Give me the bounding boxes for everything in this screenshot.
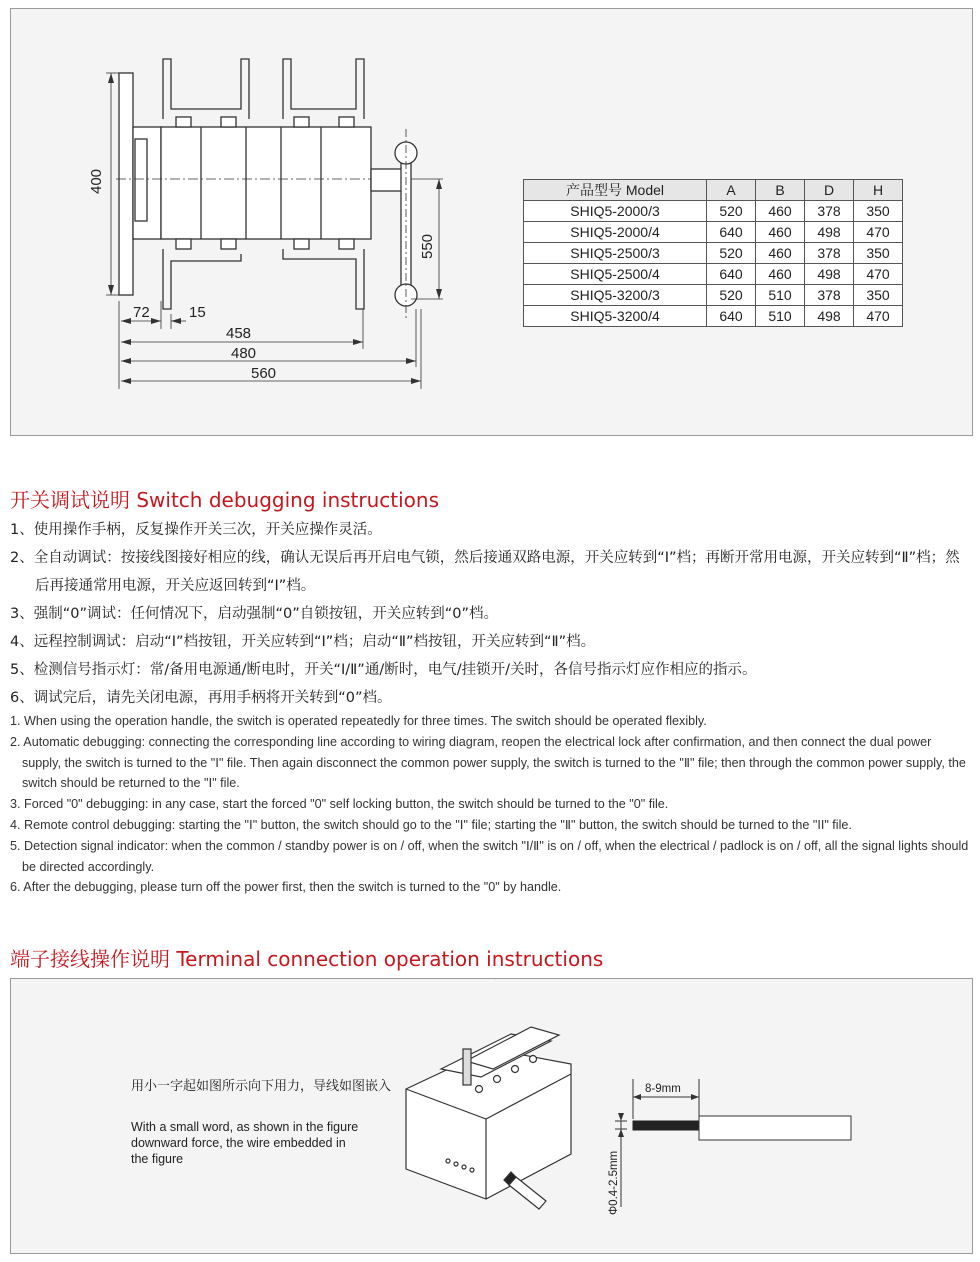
cell-b: 510 xyxy=(756,306,805,327)
col-header-b: B xyxy=(756,180,805,201)
switch-dimension-drawing xyxy=(11,9,511,429)
terminal-note-en: With a small word, as shown in the figure downward force, the wire embedded in the figure xyxy=(131,1120,359,1166)
cell-b: 510 xyxy=(756,285,805,306)
cell-d: 378 xyxy=(805,201,854,222)
cell-a: 520 xyxy=(707,243,756,264)
cell-model: SHIQ5-2500/4 xyxy=(524,264,707,285)
cell-d: 378 xyxy=(805,243,854,264)
dim-480: 480 xyxy=(231,345,257,362)
list-item: 4、远程控制调试：启动“Ⅰ”档按钮，开关应转到“Ⅰ”档；启动“Ⅱ”档按钮，开关应转到“Ⅱ”档。 xyxy=(10,634,596,650)
cell-b: 460 xyxy=(756,222,805,243)
table-row xyxy=(524,222,903,243)
terminal-instructions-panel xyxy=(10,978,973,1254)
cell-a: 520 xyxy=(707,285,756,306)
cell-d: 498 xyxy=(805,264,854,285)
model-dimension-table xyxy=(523,179,903,327)
cell-a: 640 xyxy=(707,306,756,327)
cell-d: 498 xyxy=(805,306,854,327)
table-row xyxy=(524,264,903,285)
col-header-a: A xyxy=(707,180,756,201)
list-item: 3. Forced "0" debugging: in any case, start the forced "0" self locking button, the switch should be turned to the "0" file. xyxy=(10,797,669,812)
list-item: 1、使用操作手柄，反复操作开关三次，开关应操作灵活。 xyxy=(10,522,382,538)
cell-h: 470 xyxy=(854,306,903,327)
col-header-h: H xyxy=(854,180,903,201)
section-title-terminal: 端子接线操作说明 Terminal connection operation instructions xyxy=(10,947,604,971)
list-item: 3、强制“0”调试：任何情况下，启动强制“0”自锁按钮，开关应转到“0”档。 xyxy=(10,606,498,622)
table-row xyxy=(524,201,903,222)
list-item: 5、检测信号指示灯：常/备用电源通/断电时，开关“Ⅰ/Ⅱ”通/断时，电气/挂锁开/关时，各信号指示灯应作相应的指示。 xyxy=(10,662,757,678)
list-item: 5. Detection signal indicator: when the common / standby power is on / off, when the switch "Ⅰ/Ⅱ" is on / off, when the electrical / padlock is on / off, all the signal lights should be directed accordingly. xyxy=(10,838,969,874)
cell-model: SHIQ5-2500/3 xyxy=(524,243,707,264)
table-row xyxy=(524,306,903,327)
col-header-model: 产品型号 Model xyxy=(524,180,707,201)
cell-model: SHIQ5-2000/4 xyxy=(524,222,707,243)
stripped-core xyxy=(633,1121,699,1130)
list-item: 6、调试完后，请先关闭电源，再用手柄将开关转到“0”档。 xyxy=(10,690,392,706)
list-item: 4. Remote control debugging: starting the "Ⅰ" button, the switch should go to the "Ⅰ" file; starting the "Ⅱ" button, the switch should be turned to the "II" file. xyxy=(10,817,852,832)
cell-a: 640 xyxy=(707,222,756,243)
list-item: 2、全自动调试：按接线图接好相应的线，确认无误后再开启电气锁，然后接通双路电源，开关应转到“Ⅰ”档；再断开常用电源，开关应转到“Ⅱ”档；然后再接通常用电源，开关应返回转到“Ⅰ”档。 xyxy=(10,550,960,594)
dim-550: 550 xyxy=(419,233,436,259)
cell-b: 460 xyxy=(756,264,805,285)
terminal-block-illustration xyxy=(11,979,971,1251)
cell-b: 460 xyxy=(756,243,805,264)
list-item: 2. Automatic debugging: connecting the corresponding line according to wiring diagram, reopen the electrical lock after confirmation, and then connect the dual power supply, the switch is turned to the "Ⅰ" file. Then again disconnect the common power supply, the switch is turned to the "Ⅱ" file; then through the common power supply, the switch should be returned to the "Ⅰ" file. xyxy=(10,734,966,791)
cell-a: 520 xyxy=(707,201,756,222)
cell-a: 640 xyxy=(707,264,756,285)
list-item: 6. After the debugging, please turn off the power first, then the switch is turned to the "0" by handle. xyxy=(10,880,562,895)
dim-400: 400 xyxy=(88,168,105,194)
terminal-note-cn: 用小一字起如图所示向下用力，导线如图嵌入 xyxy=(131,1079,392,1094)
dim-560: 560 xyxy=(251,365,277,382)
cell-d: 498 xyxy=(805,222,854,243)
wire-diameter-label: Φ0.4-2.5mm xyxy=(608,1150,620,1215)
cell-model: SHIQ5-3200/3 xyxy=(524,285,707,306)
section-title-debugging: 开关调试说明 Switch debugging instructions xyxy=(10,488,440,512)
strip-length-label: 8-9mm xyxy=(645,1083,681,1095)
cell-model: SHIQ5-2000/3 xyxy=(524,201,707,222)
cell-h: 470 xyxy=(854,222,903,243)
dim-15: 15 xyxy=(189,304,206,321)
debug-instructions-en xyxy=(10,711,972,898)
cell-h: 350 xyxy=(854,201,903,222)
dim-72: 72 xyxy=(133,304,150,321)
table-header-row xyxy=(524,180,903,201)
col-header-d: D xyxy=(805,180,854,201)
table-row xyxy=(524,243,903,264)
cell-h: 350 xyxy=(854,243,903,264)
cell-model: SHIQ5-3200/4 xyxy=(524,306,707,327)
debug-instructions-cn xyxy=(10,516,970,712)
cell-b: 460 xyxy=(756,201,805,222)
cell-h: 350 xyxy=(854,285,903,306)
table-row xyxy=(524,285,903,306)
wire-insulation xyxy=(699,1116,851,1140)
cell-h: 470 xyxy=(854,264,903,285)
dim-458: 458 xyxy=(226,325,252,342)
dimension-drawing-panel xyxy=(10,8,973,436)
cell-d: 378 xyxy=(805,285,854,306)
list-item: 1. When using the operation handle, the switch is operated repeatedly for three times. The switch should be operated flexibly. xyxy=(10,714,707,728)
